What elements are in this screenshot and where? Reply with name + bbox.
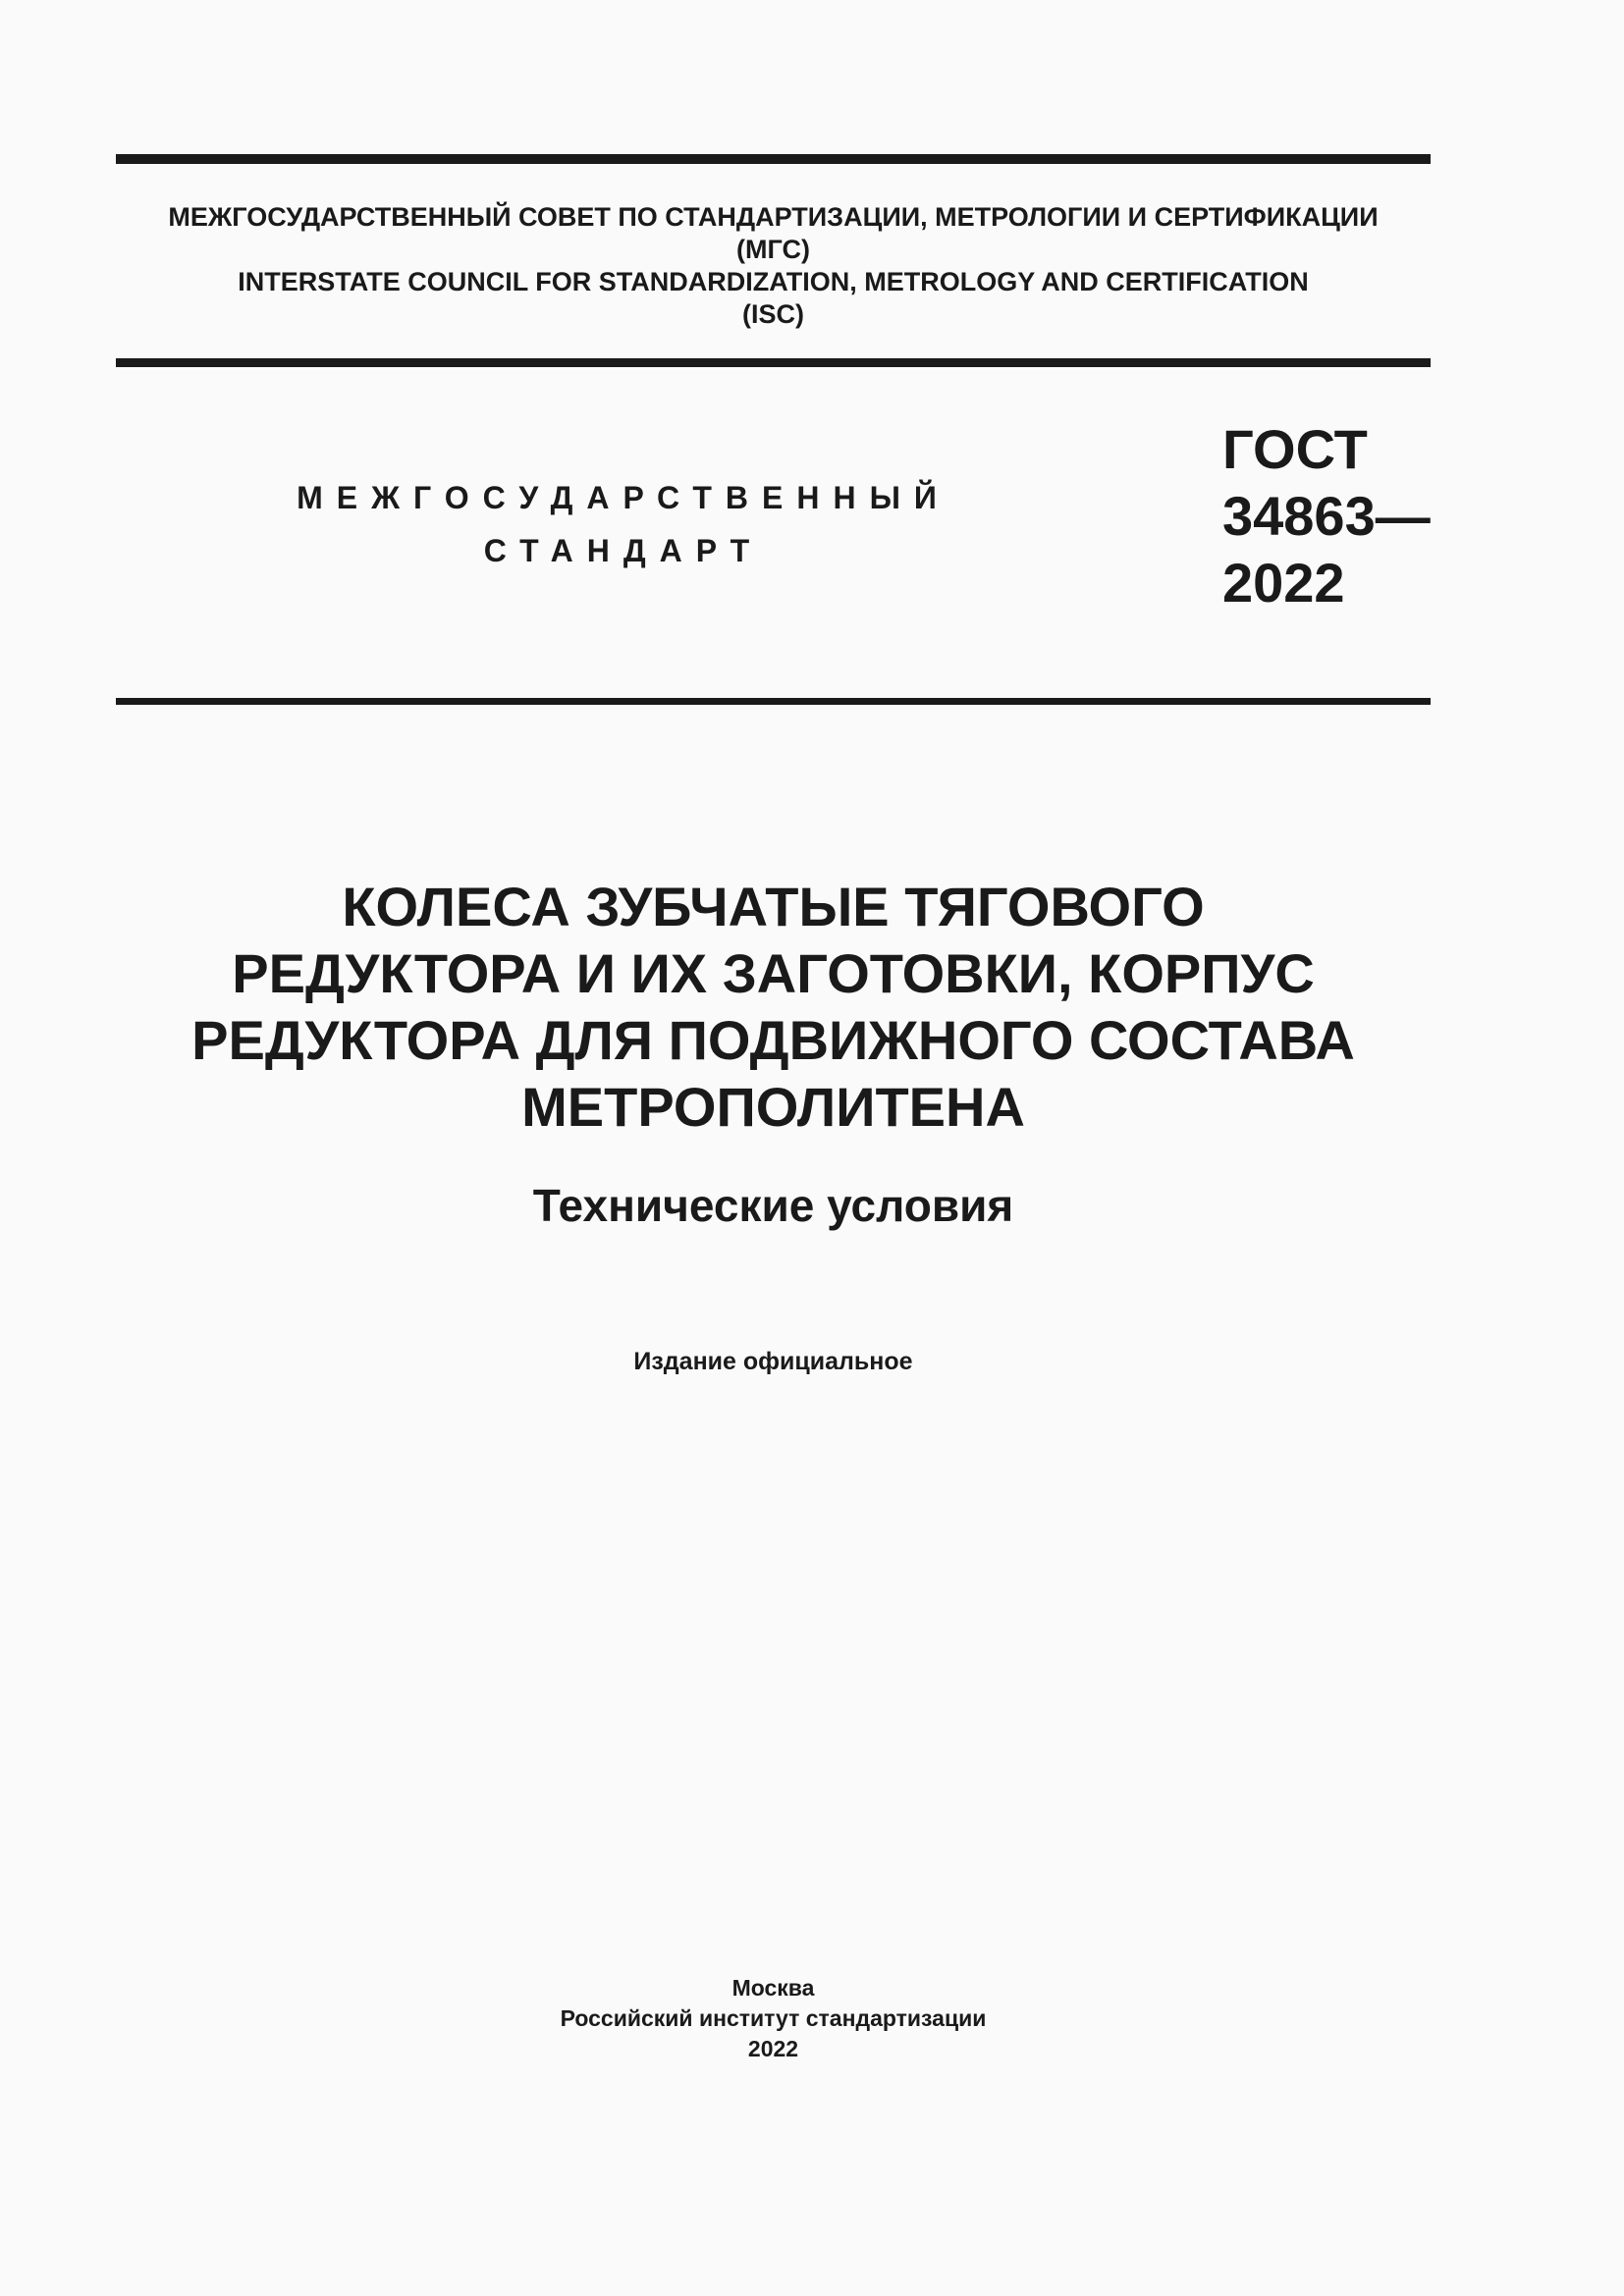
title-line-3: РЕДУКТОРА ДЛЯ ПОДВИЖНОГО СОСТАВА bbox=[191, 1009, 1355, 1071]
council-name-ru: МЕЖГОСУДАРСТВЕННЫЙ СОВЕТ ПО СТАНДАРТИЗАЦИИ, МЕТРОЛОГИИ И СЕРТИФИКАЦИИ bbox=[168, 202, 1379, 232]
designation-number: 34863— bbox=[1222, 485, 1431, 547]
title-line-4: МЕТРОПОЛИТЕНА bbox=[521, 1076, 1025, 1138]
imprint-city: Москва bbox=[731, 1975, 815, 2001]
council-abbr-en: (ISC) bbox=[742, 299, 804, 329]
council-name-en: INTERSTATE COUNCIL FOR STANDARDIZATION, METROLOGY AND CERTIFICATION bbox=[238, 267, 1309, 296]
designation-year: 2022 bbox=[1222, 552, 1345, 614]
document-title bbox=[116, 874, 1431, 1141]
council-abbr-ru: (МГС) bbox=[736, 235, 810, 264]
top-divider bbox=[116, 154, 1431, 164]
edition-label: Издание официальное bbox=[633, 1348, 913, 1375]
title-line-2: РЕДУКТОРА И ИХ ЗАГОТОВКИ, КОРПУС bbox=[232, 942, 1315, 1004]
standard-type-line-2: СТАНДАРТ bbox=[483, 533, 764, 568]
header-divider bbox=[116, 358, 1431, 367]
standard-type bbox=[295, 471, 952, 577]
designation-divider bbox=[116, 698, 1431, 705]
imprint bbox=[116, 1973, 1431, 2064]
standard-type-line-1: МЕЖГОСУДАРСТВЕННЫЙ bbox=[297, 480, 950, 515]
council-header bbox=[116, 201, 1431, 331]
imprint-publisher: Российский институт стандартизации bbox=[560, 2005, 987, 2031]
standard-designation bbox=[1222, 416, 1431, 616]
imprint-year: 2022 bbox=[747, 2036, 799, 2061]
designation-prefix: ГОСТ bbox=[1222, 418, 1368, 480]
document-subtitle: Технические условия bbox=[532, 1180, 1014, 1231]
title-line-1: КОЛЕСА ЗУБЧАТЫЕ ТЯГОВОГО bbox=[342, 876, 1205, 937]
